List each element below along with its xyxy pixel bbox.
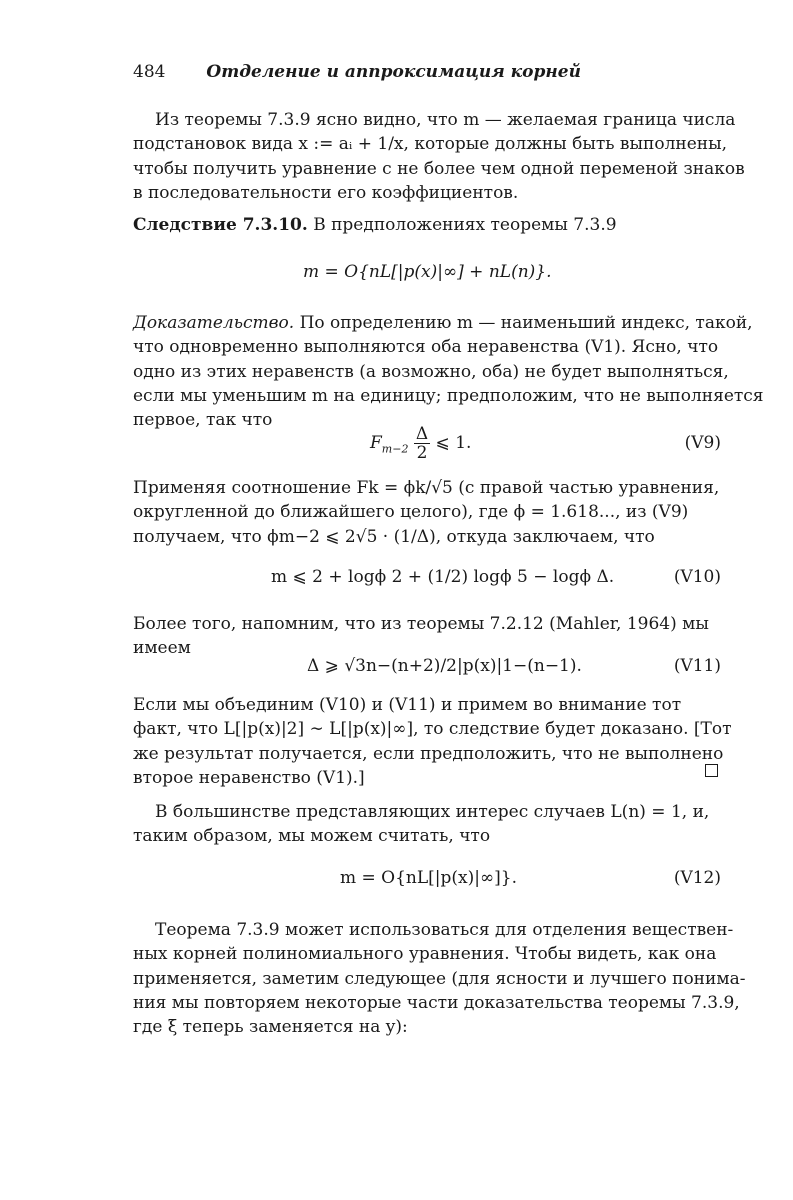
equation-tag-v9: (V9) <box>684 433 721 453</box>
text-line: Применяя соотношение Fk = ϕk/√5 (с правой частью уравнения, <box>133 478 720 498</box>
text-line: второе неравенство (V1).] <box>133 767 365 788</box>
proof-label: Доказательство. <box>133 313 295 333</box>
text-line: В большинстве представляющих интерес случаев L(n) = 1, и, <box>155 802 710 822</box>
qed-box-icon <box>705 764 718 777</box>
text-line: ных корней полиномиального уравнения. Чтобы видеть, как она <box>133 944 717 965</box>
text-line: таким образом, мы можем считать, что <box>133 826 491 847</box>
page-number: 484 <box>133 62 166 82</box>
paragraph-cases <box>133 800 723 849</box>
proof-paragraph <box>133 311 764 432</box>
paragraph-combine <box>133 693 732 790</box>
proof-line: По определению m — наименьший индекс, такой, <box>299 313 753 333</box>
text-line: Теорема 7.3.9 может использоваться для отделения веществен- <box>155 920 734 940</box>
text-line: в последовательности его коэффициентов. <box>133 182 519 203</box>
text-line: подстановок вида x := aᵢ + 1/x, которые должны быть выполнены, <box>133 134 728 155</box>
equation-v12: m = O{nL[|p(x)|∞]}. <box>340 868 517 888</box>
text-line: Из теоремы 7.3.9 ясно видно, что m — желаемая граница числа <box>155 110 736 130</box>
text-line: же результат получается, если предположить, что не выполнено <box>133 743 724 764</box>
fraction-denominator: 2 <box>416 443 428 463</box>
paragraph-applying <box>133 476 723 549</box>
equation-tag-v11: (V11) <box>673 656 721 676</box>
equation-tag-v10: (V10) <box>673 567 721 587</box>
corollary-label: Следствие 7.3.10. <box>133 215 308 235</box>
paragraph-intro <box>133 108 745 205</box>
equation-v9 <box>370 425 471 462</box>
fraction-numerator: Δ <box>415 424 429 444</box>
running-header <box>133 62 581 82</box>
running-title: Отделение и аппроксимация корней <box>206 62 581 82</box>
proof-line: если мы уменьшим m на единицу; предположим, что не выполняется <box>133 385 764 406</box>
text-line <box>133 311 753 335</box>
proof-line: одно из этих неравенств (а возможно, оба) не будет выполняться, <box>133 361 729 382</box>
corollary-statement <box>133 213 723 237</box>
proof-line: что одновременно выполняются оба неравенства (V1). Ясно, что <box>133 337 719 358</box>
text-line: получаем, что ϕm−2 ⩽ 2√5 · (1/Δ), откуда заключаем, что <box>133 526 655 547</box>
equation-v11: Δ ⩾ √3n−(n+2)/2|p(x)|1−(n−1). <box>307 656 582 676</box>
text-line: где ξ теперь заменяется на y): <box>133 1017 408 1038</box>
text-line: ния мы повторяем некоторые части доказательства теоремы 7.3.9, <box>133 992 740 1013</box>
paragraph-theorem-use <box>133 918 746 1039</box>
text-line: факт, что L[|p(x)|2] ∼ L[|p(x)|∞], то следствие будет доказано. [Тот <box>133 719 732 740</box>
text-line: Если мы объединим (V10) и (V11) и примем во внимание тот <box>133 695 682 715</box>
text-line: чтобы получить уравнение с не более чем одной переменой знаков <box>133 158 745 179</box>
text-line: имеем <box>133 638 191 659</box>
equation-main: m = O{nL[|p(x)|∞] + nL(n)}. <box>303 262 552 282</box>
equation-tag-v12: (V12) <box>673 868 721 888</box>
paragraph-moreover <box>133 612 723 661</box>
corollary-text: В предположениях теоремы 7.3.9 <box>313 215 617 235</box>
text-line: Более того, напомним, что из теоремы 7.2.12 (Mahler, 1964) мы <box>133 614 709 634</box>
text-line: округленной до ближайшего целого), где ϕ = 1.618..., из (V9) <box>133 502 689 523</box>
proof-line: первое, так что <box>133 410 273 431</box>
fraction <box>414 425 430 462</box>
text-line: применяется, заметим следующее (для ясности и лучшего понима- <box>133 968 746 989</box>
eq-v9-rhs: ⩽ 1. <box>435 433 472 453</box>
eq-v9-lhs: F <box>370 433 382 453</box>
eq-v9-sub: m−2 <box>381 442 409 456</box>
equation-v10: m ⩽ 2 + logϕ 2 + (1/2) logϕ 5 − logϕ Δ. <box>271 567 615 587</box>
